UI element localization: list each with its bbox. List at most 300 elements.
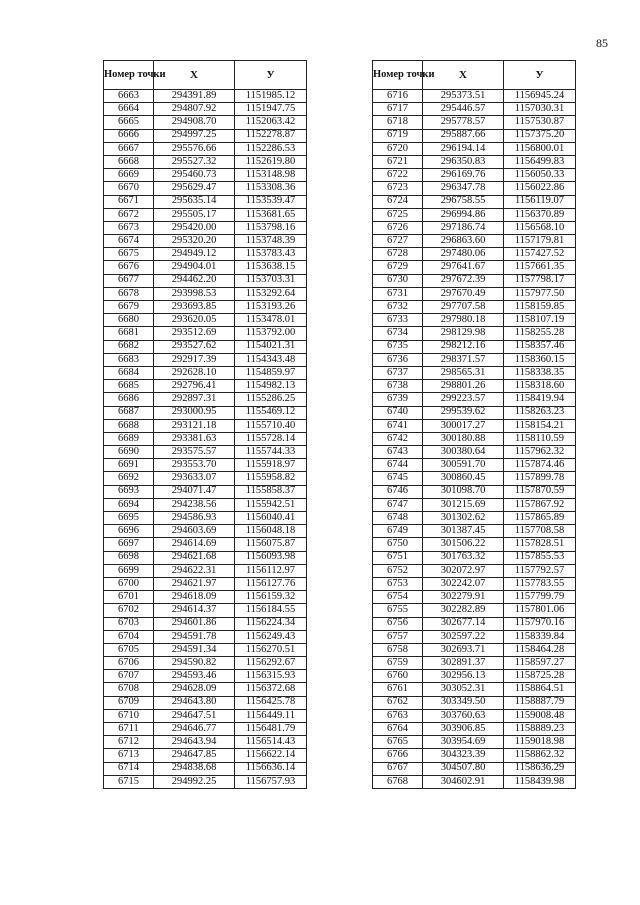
y-coordinate-cell: 1156119.07 [504, 195, 576, 208]
table-row [104, 327, 307, 340]
table-row [104, 630, 307, 643]
point-number-cell: 6742 [373, 432, 423, 445]
x-coordinate-cell: 294997.25 [154, 129, 235, 142]
table-row [104, 564, 307, 577]
header-x: X [423, 61, 504, 90]
point-number-cell: 6748 [373, 512, 423, 525]
y-coordinate-cell: 1155858.37 [235, 485, 307, 498]
y-coordinate-cell: 1156292.67 [235, 657, 307, 670]
y-coordinate-cell: 1158339.84 [504, 630, 576, 643]
y-coordinate-cell: 1152619.80 [235, 155, 307, 168]
point-number-cell: 6739 [373, 393, 423, 406]
table-row [104, 591, 307, 604]
x-coordinate-cell: 293553.70 [154, 459, 235, 472]
point-number-cell: 6712 [104, 736, 154, 749]
table-row [104, 314, 307, 327]
table-row [373, 538, 576, 551]
table-row [104, 551, 307, 564]
point-number-cell: 6703 [104, 617, 154, 630]
table-row [104, 775, 307, 788]
table-row [104, 538, 307, 551]
point-number-cell: 6715 [104, 775, 154, 788]
point-number-cell: 6705 [104, 643, 154, 656]
x-coordinate-cell: 294614.37 [154, 604, 235, 617]
x-coordinate-cell: 301098.70 [423, 485, 504, 498]
y-coordinate-cell: 1153681.65 [235, 208, 307, 221]
point-number-cell: 6670 [104, 182, 154, 195]
y-coordinate-cell: 1158263.23 [504, 406, 576, 419]
x-coordinate-cell: 298371.57 [423, 353, 504, 366]
point-number-cell: 6713 [104, 749, 154, 762]
y-coordinate-cell: 1153478.01 [235, 314, 307, 327]
x-coordinate-cell: 298801.26 [423, 380, 504, 393]
x-coordinate-cell: 294462.20 [154, 274, 235, 287]
point-number-cell: 6675 [104, 248, 154, 261]
x-coordinate-cell: 297707.58 [423, 301, 504, 314]
table-row [373, 657, 576, 670]
y-coordinate-cell: 1156315.93 [235, 670, 307, 683]
point-number-cell: 6708 [104, 683, 154, 696]
table-row [104, 103, 307, 116]
y-coordinate-cell: 1154982.13 [235, 380, 307, 393]
table-row [373, 643, 576, 656]
y-coordinate-cell: 1158360.15 [504, 353, 576, 366]
x-coordinate-cell: 295527.32 [154, 155, 235, 168]
y-coordinate-cell: 1158107.19 [504, 314, 576, 327]
x-coordinate-cell: 295576.66 [154, 142, 235, 155]
y-coordinate-cell: 1156636.14 [235, 762, 307, 775]
x-coordinate-cell: 302072.97 [423, 564, 504, 577]
x-coordinate-cell: 296758.55 [423, 195, 504, 208]
table-row [104, 235, 307, 248]
y-coordinate-cell: 1153748.39 [235, 235, 307, 248]
point-number-cell: 6757 [373, 630, 423, 643]
y-coordinate-cell: 1157977.50 [504, 287, 576, 300]
point-number-cell: 6730 [373, 274, 423, 287]
y-coordinate-cell: 1154859.97 [235, 366, 307, 379]
x-coordinate-cell: 297672.39 [423, 274, 504, 287]
point-number-cell: 6766 [373, 749, 423, 762]
point-number-cell: 6760 [373, 670, 423, 683]
table-row [104, 248, 307, 261]
table-row [373, 736, 576, 749]
x-coordinate-cell: 292917.39 [154, 353, 235, 366]
table-row [373, 116, 576, 129]
point-number-cell: 6704 [104, 630, 154, 643]
y-coordinate-cell: 1153792.00 [235, 327, 307, 340]
table-row [104, 129, 307, 142]
y-coordinate-cell: 1158887.79 [504, 696, 576, 709]
point-number-cell: 6722 [373, 169, 423, 182]
point-number-cell: 6694 [104, 498, 154, 511]
y-coordinate-cell: 1158889.23 [504, 723, 576, 736]
y-coordinate-cell: 1156112.97 [235, 564, 307, 577]
x-coordinate-cell: 297670.49 [423, 287, 504, 300]
y-coordinate-cell: 1157870.59 [504, 485, 576, 498]
x-coordinate-cell: 294590.82 [154, 657, 235, 670]
table-row [104, 432, 307, 445]
point-number-cell: 6676 [104, 261, 154, 274]
x-coordinate-cell: 302597.22 [423, 630, 504, 643]
y-coordinate-cell: 1153798.16 [235, 221, 307, 234]
point-number-cell: 6692 [104, 472, 154, 485]
point-number-cell: 6764 [373, 723, 423, 736]
y-coordinate-cell: 1157798.17 [504, 274, 576, 287]
point-number-cell: 6686 [104, 393, 154, 406]
x-coordinate-cell: 294643.80 [154, 696, 235, 709]
x-coordinate-cell: 304602.91 [423, 775, 504, 788]
point-number-cell: 6733 [373, 314, 423, 327]
table-row [373, 274, 576, 287]
y-coordinate-cell: 1155728.14 [235, 432, 307, 445]
x-coordinate-cell: 294601.86 [154, 617, 235, 630]
y-coordinate-cell: 1157792.57 [504, 564, 576, 577]
point-number-cell: 6717 [373, 103, 423, 116]
y-coordinate-cell: 1158154.21 [504, 419, 576, 432]
x-coordinate-cell: 295420.00 [154, 221, 235, 234]
point-number-cell: 6719 [373, 129, 423, 142]
x-coordinate-cell: 295778.57 [423, 116, 504, 129]
x-coordinate-cell: 301302.62 [423, 512, 504, 525]
point-number-cell: 6728 [373, 248, 423, 261]
y-coordinate-cell: 1158864.51 [504, 683, 576, 696]
point-number-cell: 6754 [373, 591, 423, 604]
y-coordinate-cell: 1158338.35 [504, 366, 576, 379]
x-coordinate-cell: 294904.01 [154, 261, 235, 274]
table-row [373, 208, 576, 221]
point-number-cell: 6682 [104, 340, 154, 353]
x-coordinate-cell: 299539.62 [423, 406, 504, 419]
y-coordinate-cell: 1157799.79 [504, 591, 576, 604]
point-number-cell: 6765 [373, 736, 423, 749]
table-row [104, 208, 307, 221]
table-row [373, 195, 576, 208]
y-coordinate-cell: 1158597.27 [504, 657, 576, 670]
table-header-row [373, 61, 576, 90]
table-row [373, 630, 576, 643]
table-row [104, 459, 307, 472]
x-coordinate-cell: 295629.47 [154, 182, 235, 195]
table-row [104, 274, 307, 287]
y-coordinate-cell: 1156568.10 [504, 221, 576, 234]
table-row [104, 498, 307, 511]
y-coordinate-cell: 1158318.60 [504, 380, 576, 393]
x-coordinate-cell: 296863.60 [423, 235, 504, 248]
table-row [373, 169, 576, 182]
x-coordinate-cell: 295373.51 [423, 90, 504, 103]
point-number-cell: 6688 [104, 419, 154, 432]
x-coordinate-cell: 293381.63 [154, 432, 235, 445]
table-row [104, 301, 307, 314]
y-coordinate-cell: 1156514.43 [235, 736, 307, 749]
y-coordinate-cell: 1158862.32 [504, 749, 576, 762]
x-coordinate-cell: 294603.69 [154, 525, 235, 538]
x-coordinate-cell: 294646.77 [154, 723, 235, 736]
table-row [373, 103, 576, 116]
table-row [373, 419, 576, 432]
point-number-cell: 6684 [104, 366, 154, 379]
x-coordinate-cell: 304323.39 [423, 749, 504, 762]
point-number-cell: 6716 [373, 90, 423, 103]
y-coordinate-cell: 1156093.98 [235, 551, 307, 564]
table-row [104, 353, 307, 366]
point-number-cell: 6718 [373, 116, 423, 129]
point-number-cell: 6668 [104, 155, 154, 168]
y-coordinate-cell: 1152286.53 [235, 142, 307, 155]
x-coordinate-cell: 303906.85 [423, 723, 504, 736]
table-row [373, 459, 576, 472]
y-coordinate-cell: 1156481.79 [235, 723, 307, 736]
x-coordinate-cell: 293693.85 [154, 301, 235, 314]
x-coordinate-cell: 293000.95 [154, 406, 235, 419]
y-coordinate-cell: 1157708.58 [504, 525, 576, 538]
y-coordinate-cell: 1157865.89 [504, 512, 576, 525]
header-point-number: Номер точки [373, 61, 423, 90]
x-coordinate-cell: 293527.62 [154, 340, 235, 353]
table-row [373, 406, 576, 419]
y-coordinate-cell: 1156050.33 [504, 169, 576, 182]
table-row [373, 301, 576, 314]
x-coordinate-cell: 294593.46 [154, 670, 235, 683]
y-coordinate-cell: 1157783.55 [504, 577, 576, 590]
table-row [373, 155, 576, 168]
x-coordinate-cell: 296347.78 [423, 182, 504, 195]
y-coordinate-cell: 1153308.36 [235, 182, 307, 195]
x-coordinate-cell: 297980.18 [423, 314, 504, 327]
point-number-cell: 6679 [104, 301, 154, 314]
x-coordinate-cell: 302242.07 [423, 577, 504, 590]
y-coordinate-cell: 1157962.32 [504, 446, 576, 459]
table-row [104, 340, 307, 353]
x-coordinate-cell: 294908.70 [154, 116, 235, 129]
table-row [373, 709, 576, 722]
y-coordinate-cell: 1155286.25 [235, 393, 307, 406]
y-coordinate-cell: 1157530.87 [504, 116, 576, 129]
point-number-cell: 6755 [373, 604, 423, 617]
point-number-cell: 6690 [104, 446, 154, 459]
y-coordinate-cell: 1155710.40 [235, 419, 307, 432]
table-row [104, 762, 307, 775]
x-coordinate-cell: 293620.05 [154, 314, 235, 327]
x-coordinate-cell: 303760.63 [423, 709, 504, 722]
table-row [104, 90, 307, 103]
table-row [104, 577, 307, 590]
x-coordinate-cell: 294071.47 [154, 485, 235, 498]
point-number-cell: 6752 [373, 564, 423, 577]
table-row [104, 604, 307, 617]
x-coordinate-cell: 294992.25 [154, 775, 235, 788]
header-point-number: Номер точки [104, 61, 154, 90]
x-coordinate-cell: 294628.09 [154, 683, 235, 696]
y-coordinate-cell: 1156425.78 [235, 696, 307, 709]
point-number-cell: 6740 [373, 406, 423, 419]
header-x: X [154, 61, 235, 90]
point-number-cell: 6700 [104, 577, 154, 590]
coordinates-table-right [372, 60, 576, 789]
point-number-cell: 6725 [373, 208, 423, 221]
point-number-cell: 6753 [373, 577, 423, 590]
table-row [373, 604, 576, 617]
x-coordinate-cell: 303954.69 [423, 736, 504, 749]
point-number-cell: 6759 [373, 657, 423, 670]
table-row [373, 261, 576, 274]
point-number-cell: 6709 [104, 696, 154, 709]
table-row [104, 195, 307, 208]
table-row [373, 327, 576, 340]
y-coordinate-cell: 1156499.83 [504, 155, 576, 168]
y-coordinate-cell: 1154343.48 [235, 353, 307, 366]
page-number: 85 [596, 36, 608, 50]
y-coordinate-cell: 1156270.51 [235, 643, 307, 656]
y-coordinate-cell: 1155958.82 [235, 472, 307, 485]
y-coordinate-cell: 1156370.89 [504, 208, 576, 221]
table-row [104, 736, 307, 749]
y-coordinate-cell: 1158110.59 [504, 432, 576, 445]
table-row [373, 446, 576, 459]
table-row [104, 406, 307, 419]
point-number-cell: 6714 [104, 762, 154, 775]
x-coordinate-cell: 298129.98 [423, 327, 504, 340]
x-coordinate-cell: 303349.50 [423, 696, 504, 709]
table-row [373, 472, 576, 485]
table-row [373, 235, 576, 248]
y-coordinate-cell: 1156022.86 [504, 182, 576, 195]
x-coordinate-cell: 302282.89 [423, 604, 504, 617]
x-coordinate-cell: 294949.12 [154, 248, 235, 261]
table-row [373, 775, 576, 788]
point-number-cell: 6702 [104, 604, 154, 617]
table-row [373, 683, 576, 696]
y-coordinate-cell: 1155918.97 [235, 459, 307, 472]
x-coordinate-cell: 292796.41 [154, 380, 235, 393]
y-coordinate-cell: 1153193.26 [235, 301, 307, 314]
point-number-cell: 6751 [373, 551, 423, 564]
y-coordinate-cell: 1156372.68 [235, 683, 307, 696]
table-row [104, 182, 307, 195]
point-number-cell: 6723 [373, 182, 423, 195]
table-row [373, 129, 576, 142]
x-coordinate-cell: 302677.14 [423, 617, 504, 630]
x-coordinate-cell: 295446.57 [423, 103, 504, 116]
point-number-cell: 6683 [104, 353, 154, 366]
header-y: У [235, 61, 307, 90]
point-number-cell: 6696 [104, 525, 154, 538]
point-number-cell: 6738 [373, 380, 423, 393]
point-number-cell: 6681 [104, 327, 154, 340]
point-number-cell: 6663 [104, 90, 154, 103]
table-row [104, 723, 307, 736]
table-row [373, 366, 576, 379]
x-coordinate-cell: 294591.34 [154, 643, 235, 656]
point-number-cell: 6674 [104, 235, 154, 248]
table-row [373, 749, 576, 762]
x-coordinate-cell: 302956.13 [423, 670, 504, 683]
y-coordinate-cell: 1156184.55 [235, 604, 307, 617]
table-row [104, 287, 307, 300]
point-number-cell: 6699 [104, 564, 154, 577]
x-coordinate-cell: 296350.83 [423, 155, 504, 168]
x-coordinate-cell: 292628.10 [154, 366, 235, 379]
point-number-cell: 6669 [104, 169, 154, 182]
x-coordinate-cell: 298565.31 [423, 366, 504, 379]
point-number-cell: 6734 [373, 327, 423, 340]
y-coordinate-cell: 1153292.64 [235, 287, 307, 300]
point-number-cell: 6680 [104, 314, 154, 327]
table-row [373, 525, 576, 538]
table-row [104, 683, 307, 696]
x-coordinate-cell: 293512.69 [154, 327, 235, 340]
table-row [373, 90, 576, 103]
y-coordinate-cell: 1157179.81 [504, 235, 576, 248]
y-coordinate-cell: 1156449.11 [235, 709, 307, 722]
x-coordinate-cell: 294621.68 [154, 551, 235, 564]
x-coordinate-cell: 295635.14 [154, 195, 235, 208]
x-coordinate-cell: 301763.32 [423, 551, 504, 564]
x-coordinate-cell: 304507.80 [423, 762, 504, 775]
x-coordinate-cell: 302693.71 [423, 643, 504, 656]
y-coordinate-cell: 1158357.46 [504, 340, 576, 353]
point-number-cell: 6726 [373, 221, 423, 234]
table-row [373, 221, 576, 234]
point-number-cell: 6672 [104, 208, 154, 221]
point-number-cell: 6746 [373, 485, 423, 498]
y-coordinate-cell: 1158255.28 [504, 327, 576, 340]
point-number-cell: 6701 [104, 591, 154, 604]
table-row [373, 512, 576, 525]
table-row [104, 485, 307, 498]
table-row [104, 617, 307, 630]
point-number-cell: 6727 [373, 235, 423, 248]
x-coordinate-cell: 297641.67 [423, 261, 504, 274]
point-number-cell: 6666 [104, 129, 154, 142]
y-coordinate-cell: 1156127.76 [235, 577, 307, 590]
table-row [373, 591, 576, 604]
x-coordinate-cell: 292897.31 [154, 393, 235, 406]
x-coordinate-cell: 300180.88 [423, 432, 504, 445]
y-coordinate-cell: 1156622.14 [235, 749, 307, 762]
x-coordinate-cell: 297186.74 [423, 221, 504, 234]
table-row [104, 749, 307, 762]
table-row [373, 564, 576, 577]
y-coordinate-cell: 1158419.94 [504, 393, 576, 406]
point-number-cell: 6761 [373, 683, 423, 696]
y-coordinate-cell: 1158636.29 [504, 762, 576, 775]
table-row [104, 643, 307, 656]
table-row [373, 485, 576, 498]
table-row [373, 432, 576, 445]
table-row [373, 142, 576, 155]
x-coordinate-cell: 294618.09 [154, 591, 235, 604]
table-row [104, 512, 307, 525]
x-coordinate-cell: 296169.76 [423, 169, 504, 182]
point-number-cell: 6667 [104, 142, 154, 155]
x-coordinate-cell: 301506.22 [423, 538, 504, 551]
header-y: У [504, 61, 576, 90]
x-coordinate-cell: 294838.68 [154, 762, 235, 775]
x-coordinate-cell: 297480.06 [423, 248, 504, 261]
y-coordinate-cell: 1157030.31 [504, 103, 576, 116]
point-number-cell: 6744 [373, 459, 423, 472]
table-row [373, 762, 576, 775]
table-row [373, 393, 576, 406]
y-coordinate-cell: 1156040.41 [235, 512, 307, 525]
point-number-cell: 6685 [104, 380, 154, 393]
x-coordinate-cell: 293633.07 [154, 472, 235, 485]
y-coordinate-cell: 1151985.12 [235, 90, 307, 103]
point-number-cell: 6767 [373, 762, 423, 775]
y-coordinate-cell: 1157375.20 [504, 129, 576, 142]
x-coordinate-cell: 293121.18 [154, 419, 235, 432]
